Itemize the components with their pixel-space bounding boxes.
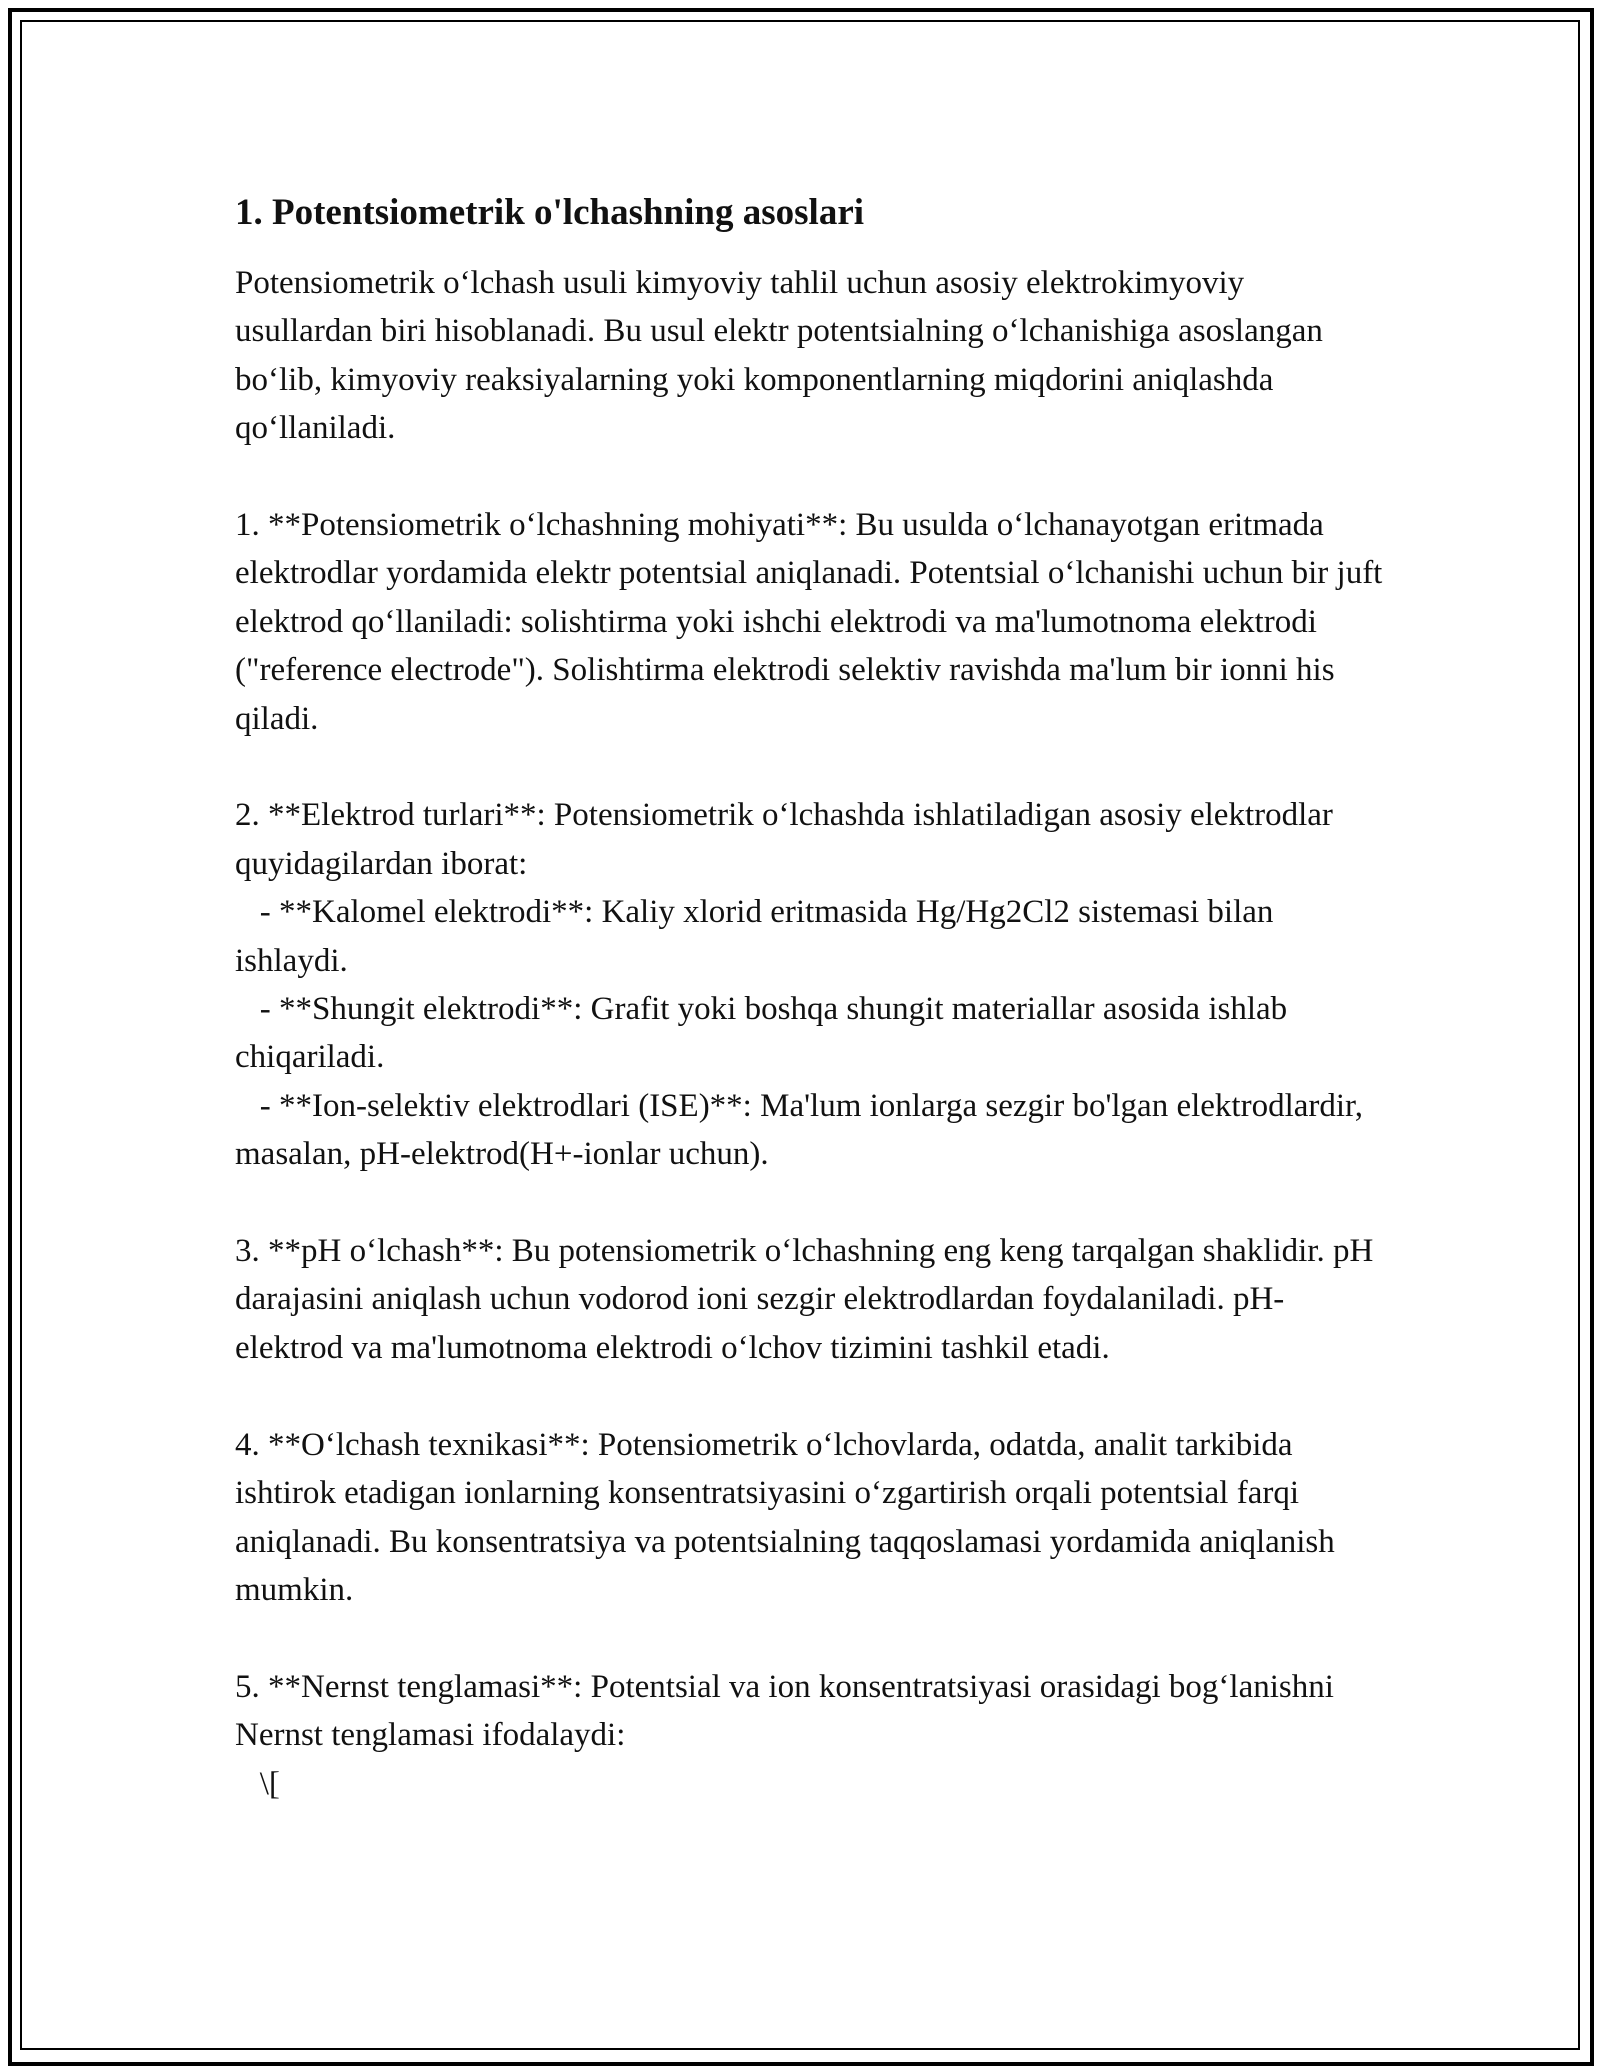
document-body	[235, 185, 1391, 1808]
item-2-paragraph: 2. **Elektrod turlari**: Potensiometrik o‘lchashda ishlatiladigan asosiy elektrodlar quyidagilardan iborat: - **Kalomel elektrodi**: Kaliy xlorid eritmasida Hg/Hg2Cl2 sistemasi bilan ishlaydi. - **Shungit elektrodi**: Grafit yoki boshqa shungit materiallar asosida ishlab chiqariladi. - **Ion-selektiv elektrodlari (ISE)**: Ma'lum ionlarga sezgir bo'lgan elektrodlardir, masalan, pH-elektrod(H+-ionlar uchun).	[235, 797, 1363, 1173]
item-5-paragraph: 5. **Nernst tenglamasi**: Potentsial va ion konsentratsiyasi orasidagi bog‘lanishni Nernst tenglamasi ifodalaydi: \[	[235, 1668, 1334, 1802]
intro-paragraph: Potensiometrik o‘lchash usuli kimyoviy tahlil uchun asosiy elektrokimyoviy usullardan biri hisoblanadi. Bu usul elektr potentsialning o‘lchanishiga asoslangan bo‘lib, kimyoviy reaksiyalarning yoki komponentlarning miqdorini aniqlashda qo‘llaniladi.	[235, 265, 1332, 447]
item-3-paragraph: 3. **pH o‘lchash**: Bu potensiometrik o‘lchashning eng keng tarqalgan shaklidir. pH darajasini aniqlash uchun vodorod ioni sezgir elektrodlardan foydalaniladi. pH-elektrod va ma'lumotnoma elektrodi o‘lchov tizimini tashkil etadi.	[235, 1233, 1382, 1366]
item-4-paragraph: 4. **O‘lchash texnikasi**: Potensiometrik o‘lchovlarda, odatda, analit tarkibida ishtirok etadigan ionlarning konsentratsiyasini o‘zgartirish orqali potentsial farqi aniqlanadi. Bu konsentratsiya va potentsialning taqqoslamasi yordamida aniqlanish mumkin.	[235, 1426, 1344, 1608]
item-1-paragraph: 1. **Potensiometrik o‘lchashning mohiyati**: Bu usulda o‘lchanayotgan eritmada elektrodlar yordamida elektr potentsial aniqlanadi. Potentsial o‘lchanishi uchun bir juft elektrod qo‘llaniladi: solishtirma yoki ishchi elektrodi va ma'lumotnoma elektrodi ("reference electrode"). Solishtirma elektrodi selektiv ravishda ma'lum bir ionni his qiladi.	[235, 507, 1391, 737]
section-heading: 1. Potentsiometrik o'lchashning asoslari	[235, 192, 865, 233]
